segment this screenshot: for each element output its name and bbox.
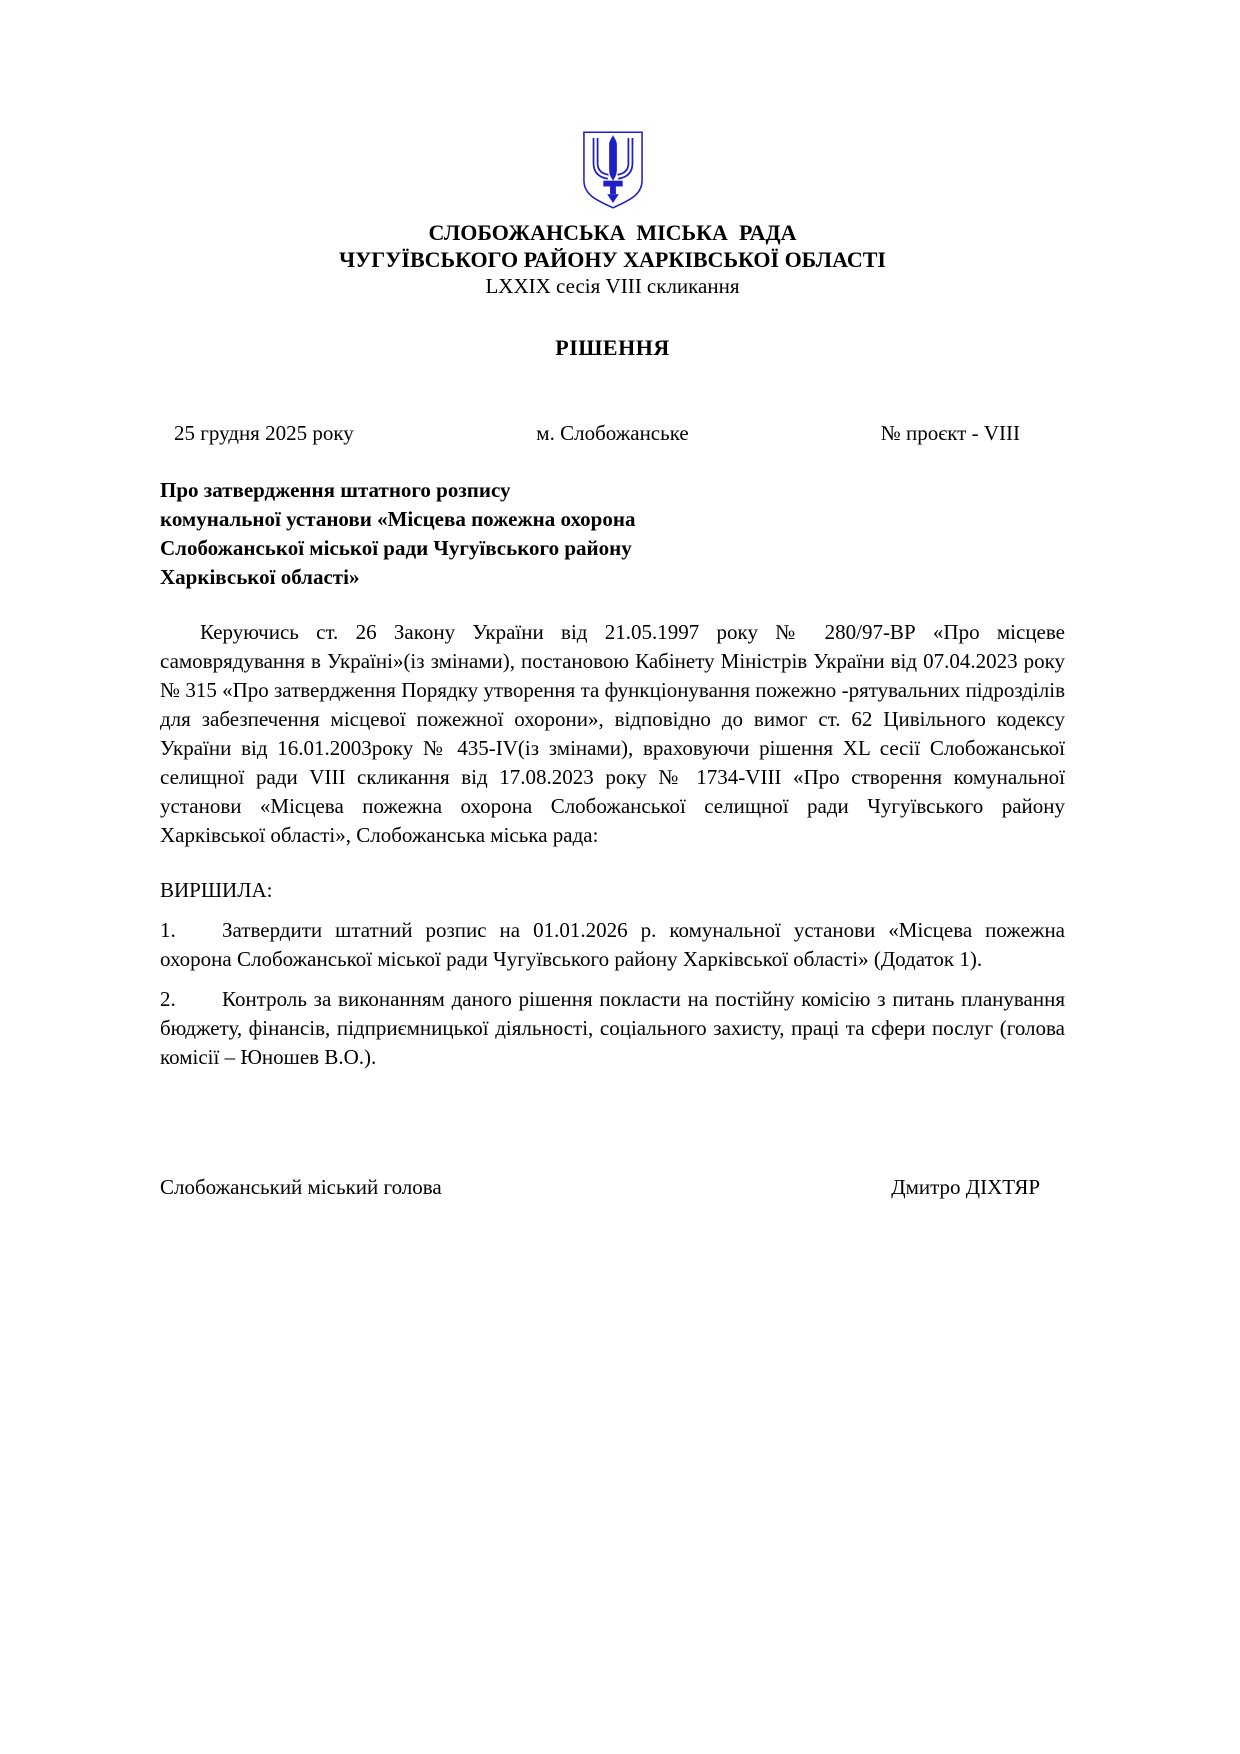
subject-line: комунальної установи «Місцева пожежна охорона: [160, 507, 636, 531]
resolution-item: [160, 916, 1065, 974]
preamble-paragraph: Керуючись ст. 26 Закону України від 21.05.1997 року № 280/97-ВР «Про місцеве самоврядування в Україні»(із змінами), постановою Кабінету Міністрів України від 07.04.2023 року № 315 «Про затвердження Порядку утворення та функціонування пожежно -рятувальних підрозділів для забезпечення місцевої пожежної охорони», відповідно до вимог ст. 62 Цивільного кодексу України від 16.01.2003року № 435-IV(із змінами), враховуючи рішення XL сесії Слобожанської селищної ради VIII скликання від 17.08.2023 року № 1734-VIII «Про створення комунальної установи «Місцева пожежна охорона Слобожанської селищної ради Чугуївського району Харківської області», Слобожанська міська рада:: [160, 620, 1065, 847]
resolution-item: [160, 985, 1065, 1072]
decision-number: № проєкт - VIII: [880, 421, 1020, 445]
session-line: LXXIX сесія VIII скликання: [485, 274, 740, 298]
date-line: [160, 421, 1065, 446]
item-text: Затвердити штатний розпис на 01.01.2026 р. комунальної установи «Місцева пожежна охорона Слобожанської міської ради Чугуївського району Харківської області» (Додаток 1).: [160, 918, 1065, 971]
document-type-title: РІШЕННЯ: [555, 335, 670, 360]
document-header: [160, 130, 1065, 361]
item-number: 2.: [160, 987, 176, 1011]
signature-title: Слобожанський міський голова: [160, 1175, 442, 1199]
resolved-label: ВИРШИЛА:: [160, 878, 273, 902]
subject-block: [160, 476, 820, 592]
signature-row: [160, 1175, 1065, 1200]
decision-place: м. Слобожанське: [536, 421, 689, 445]
signature-name: Дмитро ДІХТЯР: [891, 1175, 1040, 1199]
subject-line: Харківської області»: [160, 565, 360, 589]
subject-line: Слобожанської міської ради Чугуївського району: [160, 536, 632, 560]
org-name-line1: СЛОБОЖАНСЬКА МІСЬКА РАДА: [428, 220, 797, 245]
coat-of-arms-trident-icon: [160, 130, 1065, 210]
decision-date: 25 грудня 2025 року: [174, 421, 354, 445]
item-number: 1.: [160, 918, 176, 942]
item-text: Контроль за виконанням даного рішення покласти на постійну комісію з питань планування бюджету, фінансів, підприємницької діяльності, соціального захисту, праці та сфери послуг (голова комісії – Юношев В.О.).: [160, 987, 1065, 1069]
subject-line: Про затвердження штатного розпису: [160, 478, 511, 502]
org-name-line2: ЧУГУЇВСЬКОГО РАЙОНУ ХАРКІВСЬКОЇ ОБЛАСТІ: [338, 247, 886, 272]
